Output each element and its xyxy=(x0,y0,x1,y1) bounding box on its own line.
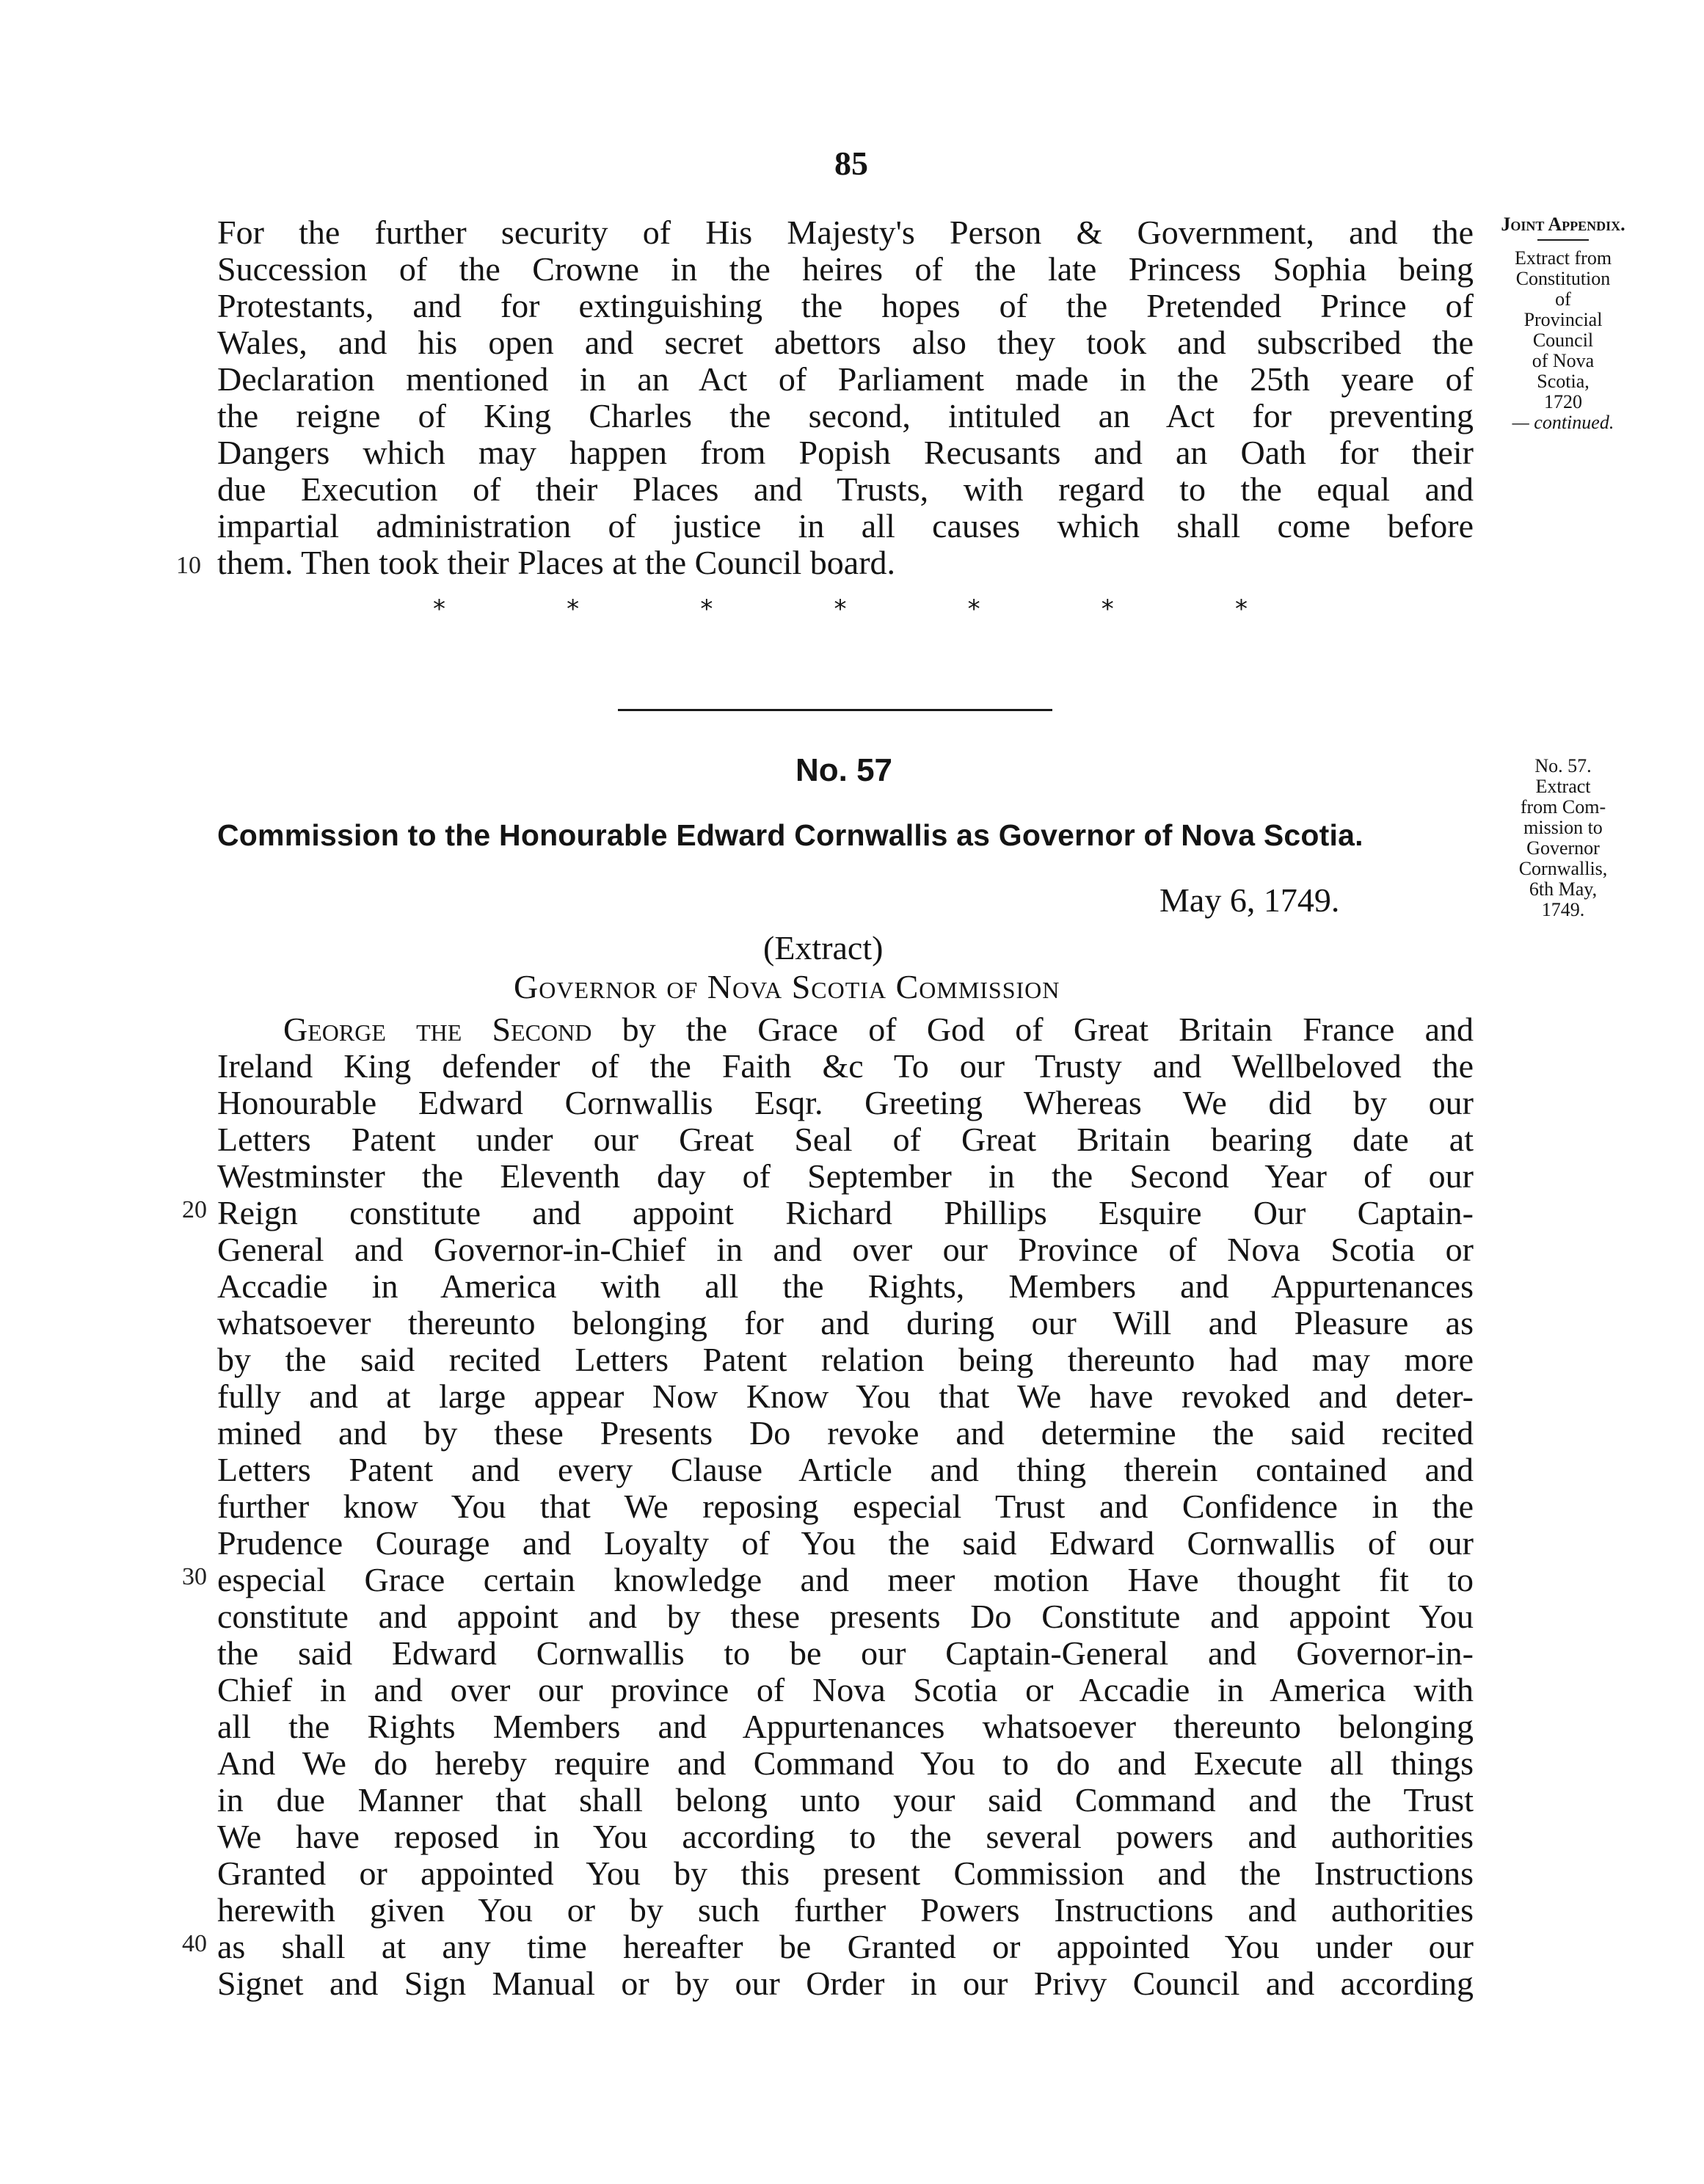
margin-note-document xyxy=(1490,756,1636,920)
commission-line xyxy=(217,1011,1474,1048)
passage-line: Wales, and his open and secret abettors also they took and subscribed the xyxy=(217,324,1474,361)
passage-line: Declaration mentioned in an Act of Parliament made in the 25th yeare of xyxy=(217,360,1474,398)
commission-line: General and Governor-in-Chief in and over our Province of Nova Scotia or xyxy=(217,1231,1474,1268)
commission-line: further know You that We reposing especial Trust and Confidence in the xyxy=(217,1488,1474,1525)
page-number: 85 xyxy=(834,145,868,182)
margin-note-line: Constitution xyxy=(1515,268,1611,289)
commission-line: Honourable Edward Cornwallis Esqr. Greeting Whereas We did by our xyxy=(217,1084,1474,1121)
asterisk: * xyxy=(700,594,713,624)
margin-note-line: Extract xyxy=(1535,776,1591,797)
section-divider xyxy=(618,709,1052,711)
commission-line: Reign constitute and appoint Richard Phillips Esquire Our Captain- xyxy=(217,1194,1474,1231)
passage-line: the reigne of King Charles the second, intituled an Act for preventing xyxy=(217,397,1474,434)
margin-note-line: from Com- xyxy=(1520,796,1606,818)
margin-note-line: Scotia, xyxy=(1537,371,1590,392)
commission-line: all the Rights Members and Appurtenances whatsoever thereunto belonging xyxy=(217,1708,1474,1745)
commission-line: Signet and Sign Manual or by our Order in our Privy Council and according xyxy=(217,1965,1474,2002)
line-number-20: 20 xyxy=(182,1196,207,1223)
margin-note-line: — continued. xyxy=(1512,412,1614,433)
margin-note-line: No. 57. xyxy=(1534,755,1592,776)
line-number-10: 10 xyxy=(176,552,201,579)
commission-line: constitute and appoint and by these presents Do Constitute and appoint You xyxy=(217,1598,1474,1635)
commission-line: the said Edward Cornwallis to be our Captain-General and Governor-in- xyxy=(217,1634,1474,1672)
commission-line: as shall at any time hereafter be Granted or appointed You under our xyxy=(217,1928,1474,1965)
margin-note-line: Provincial xyxy=(1523,309,1603,330)
commission-line: Prudence Courage and Loyalty of You the said Edward Cornwallis of our xyxy=(217,1524,1474,1562)
opening-small-caps: George the Second xyxy=(283,1011,592,1048)
line-number-30: 30 xyxy=(182,1563,207,1590)
margin-note-line: 1720 xyxy=(1544,391,1582,412)
commission-line: whatsoever thereunto belonging for and during our Will and Pleasure as xyxy=(217,1304,1474,1342)
margin-note-top xyxy=(1490,214,1636,433)
asterisk-separator xyxy=(433,594,1248,624)
commission-line: mined and by these Presents Do revoke and determine the said recited xyxy=(217,1414,1474,1452)
asterisk: * xyxy=(967,594,980,624)
asterisk: * xyxy=(433,594,445,624)
commission-heading: Governor of Nova Scotia Commission xyxy=(514,968,1060,1005)
extract-label: (Extract) xyxy=(763,929,884,967)
commission-line: Westminster the Eleventh day of September in the Second Year of our xyxy=(217,1157,1474,1195)
margin-note-line: 6th May, xyxy=(1529,878,1598,900)
asterisk: * xyxy=(1101,594,1114,624)
asterisk: * xyxy=(567,594,580,624)
passage-line: due Execution of their Places and Trusts, with regard to the equal and xyxy=(217,470,1474,508)
margin-note-line: Governor xyxy=(1526,837,1600,859)
document-title: Commission to the Honourable Edward Cornwallis as Governor of Nova Scotia. xyxy=(217,818,1363,852)
asterisk: * xyxy=(1234,594,1248,624)
commission-line: especial Grace certain knowledge and meer motion Have thought fit to xyxy=(217,1561,1474,1598)
margin-note-line: Cornwallis, xyxy=(1518,858,1608,879)
margin-note-heading: Joint Appendix. xyxy=(1501,214,1625,235)
passage-line: impartial administration of justice in all causes which shall come before xyxy=(217,507,1474,545)
commission-line: in due Manner that shall belong unto your said Command and the Trust xyxy=(217,1781,1474,1819)
commission-line: by the said recited Letters Patent relation being thereunto had may more xyxy=(217,1341,1474,1378)
commission-line: Letters Patent under our Great Seal of Great Britain bearing date at xyxy=(217,1121,1474,1158)
margin-note-line: 1749. xyxy=(1541,899,1585,920)
commission-line: And We do hereby require and Command You to do and Execute all things xyxy=(217,1744,1474,1782)
opening-line-rest: by the Grace of God of Great Britain France and xyxy=(622,1011,1474,1048)
margin-note-rule xyxy=(1537,239,1589,241)
asterisk: * xyxy=(834,594,847,624)
commission-line: Granted or appointed You by this present Commission and the Instructions xyxy=(217,1854,1474,1892)
passage-line: Succession of the Crowne in the heires of the late Princess Sophia being xyxy=(217,250,1474,288)
top-passage xyxy=(217,214,1474,581)
line-number-40: 40 xyxy=(182,1930,207,1957)
commission-line: We have reposed in You according to the several powers and authorities xyxy=(217,1818,1474,1855)
document-number: No. 57 xyxy=(795,752,893,788)
margin-note-line: Council xyxy=(1532,330,1594,351)
passage-line: Dangers which may happen from Popish Recusants and an Oath for their xyxy=(217,434,1474,471)
margin-note-line: of xyxy=(1555,288,1571,310)
margin-note-line: of Nova xyxy=(1532,350,1595,371)
commission-line: Letters Patent and every Clause Article and thing therein contained and xyxy=(217,1451,1474,1488)
commission-line: Accadie in America with all the Rights, Members and Appurtenances xyxy=(217,1267,1474,1305)
document-date: May 6, 1749. xyxy=(1159,881,1340,919)
commission-line: herewith given You or by such further Powers Instructions and authorities xyxy=(217,1891,1474,1929)
margin-note-line: mission to xyxy=(1523,817,1603,838)
passage-line: For the further security of His Majesty's Person & Government, and the xyxy=(217,214,1474,251)
passage-line: Protestants, and for extinguishing the hopes of the Pretended Prince of xyxy=(217,287,1474,324)
commission-line: fully and at large appear Now Know You that We have revoked and deter- xyxy=(217,1377,1474,1415)
passage-line: them. Then took their Places at the Council board. xyxy=(217,544,896,581)
margin-note-line: Extract from xyxy=(1514,247,1612,269)
commission-line: Chief in and over our province of Nova Scotia or Accadie in America with xyxy=(217,1671,1474,1708)
commission-text xyxy=(217,1011,1474,2002)
commission-line: Ireland King defender of the Faith &c To our Trusty and Wellbeloved the xyxy=(217,1047,1474,1085)
